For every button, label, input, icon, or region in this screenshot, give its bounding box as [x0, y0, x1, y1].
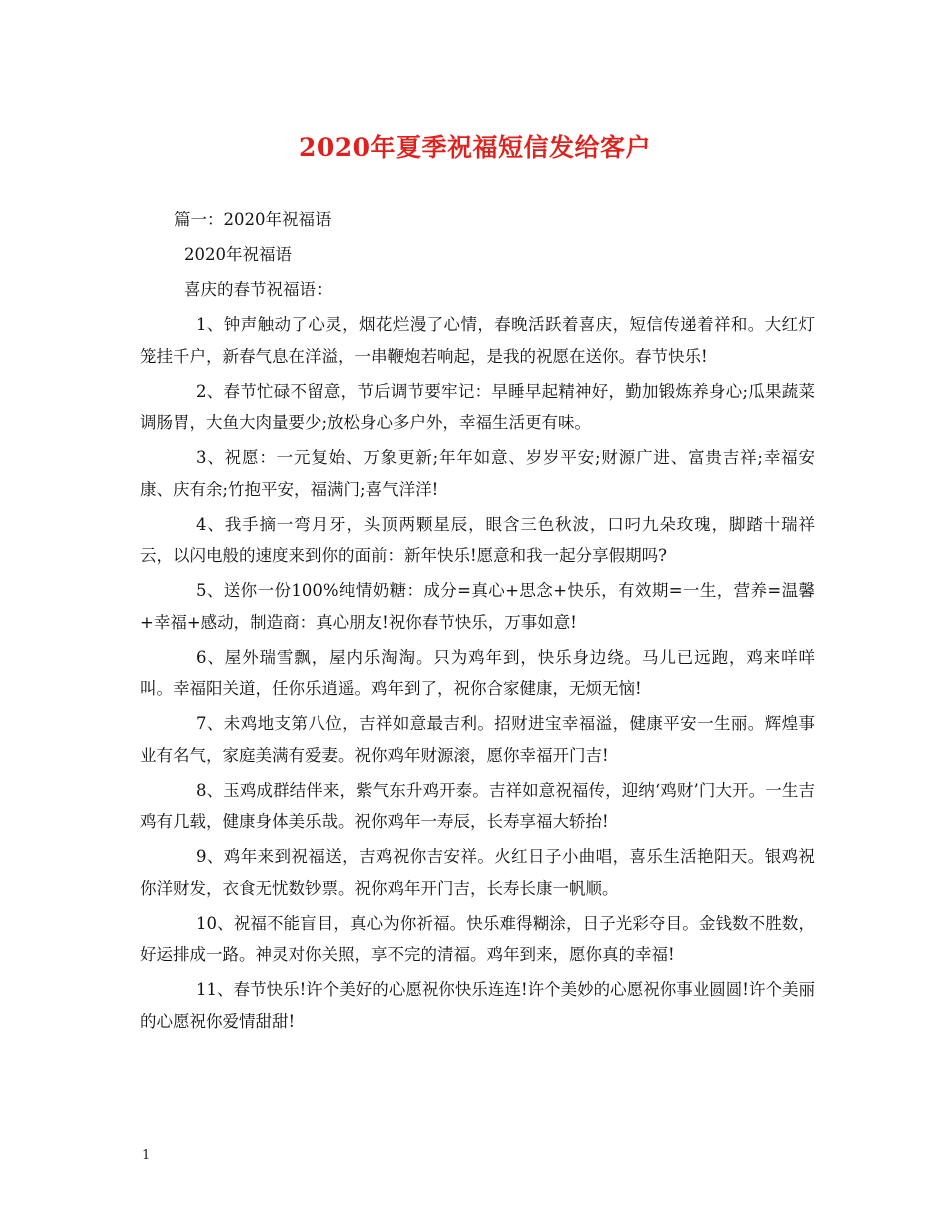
subsection-heading: 2020年祝福语: [184, 245, 292, 264]
greeting-item-10: 10、祝福不能盲目，真心为你祈福。快乐难得糊涂，日子光彩夺目。金钱数不胜数，好运排成一路。神灵对你关照，享不完的清福。鸡年到来，愿你真的幸福!: [140, 913, 815, 964]
document-title: 2020年夏季祝福短信发给客户: [298, 133, 652, 162]
document-body: [140, 204, 815, 1041]
section-heading: 篇一：2020年祝福语: [174, 210, 332, 229]
greeting-item-1: 1、钟声触动了心灵，烟花烂漫了心情，春晚活跃着喜庆，短信传递着祥和。大红灯笼挂千户，新春气息在洋溢，一串鞭炮若响起，是我的祝愿在送你。春节快乐!: [140, 315, 815, 366]
greeting-item-7: 7、未鸡地支第八位，吉祥如意最吉利。招财进宝幸福溢，健康平安一生丽。辉煌事业有名气，家庭美满有爱妻。祝你鸡年财源滚，愿你幸福开门吉!: [140, 714, 815, 765]
category-heading: 喜庆的春节祝福语：: [184, 280, 333, 299]
greeting-item-5: 5、送你一份100%纯情奶糖：成分=真心+思念+快乐，有效期=一生，营养=温馨+幸福+感动，制造商：真心朋友!祝你春节快乐，万事如意!: [140, 581, 815, 632]
greeting-item-2: 2、春节忙碌不留意，节后调节要牢记：早睡早起精神好，勤加锻炼养身心;瓜果蔬菜调肠胃，大鱼大肉量要少;放松身心多户外，幸福生活更有味。: [140, 381, 815, 432]
greeting-item-11: 11、春节快乐!许个美好的心愿祝你快乐连连!许个美妙的心愿祝你事业圆圆!许个美丽的心愿祝你爱情甜甜!: [140, 980, 815, 1031]
greeting-item-6: 6、屋外瑞雪飘，屋内乐淘淘。只为鸡年到，快乐身边绕。马儿已远跑，鸡来咩咩叫。幸福阳关道，任你乐逍遥。鸡年到了，祝你合家健康，无烦无恼!: [140, 647, 815, 698]
greeting-item-9: 9、鸡年来到祝福送，吉鸡祝你吉安祥。火红日子小曲唱，喜乐生活艳阳天。银鸡祝你洋财发，衣食无忧数钞票。祝你鸡年开门吉，长寿长康一帆顺。: [140, 847, 815, 898]
greeting-item-8: 8、玉鸡成群结伴来，紫气东升鸡开泰。吉祥如意祝福传，迎纳‘鸡财’门大开。一生吉鸡有几载，健康身体美乐哉。祝你鸡年一寿辰，长寿享福大轿抬!: [140, 780, 815, 831]
greeting-item-4: 4、我手摘一弯月牙，头顶两颗星辰，眼含三色秋波，口叼九朵玫瑰，脚踏十瑞祥云，以闪电般的速度来到你的面前：新年快乐!愿意和我一起分享假期吗?: [140, 514, 815, 565]
greeting-item-3: 3、祝愿：一元复始、万象更新;年年如意、岁岁平安;财源广进、富贵吉祥;幸福安康、庆有余;竹抱平安，福满门;喜气洋洋!: [140, 448, 815, 499]
page-number: 1: [142, 1148, 151, 1163]
